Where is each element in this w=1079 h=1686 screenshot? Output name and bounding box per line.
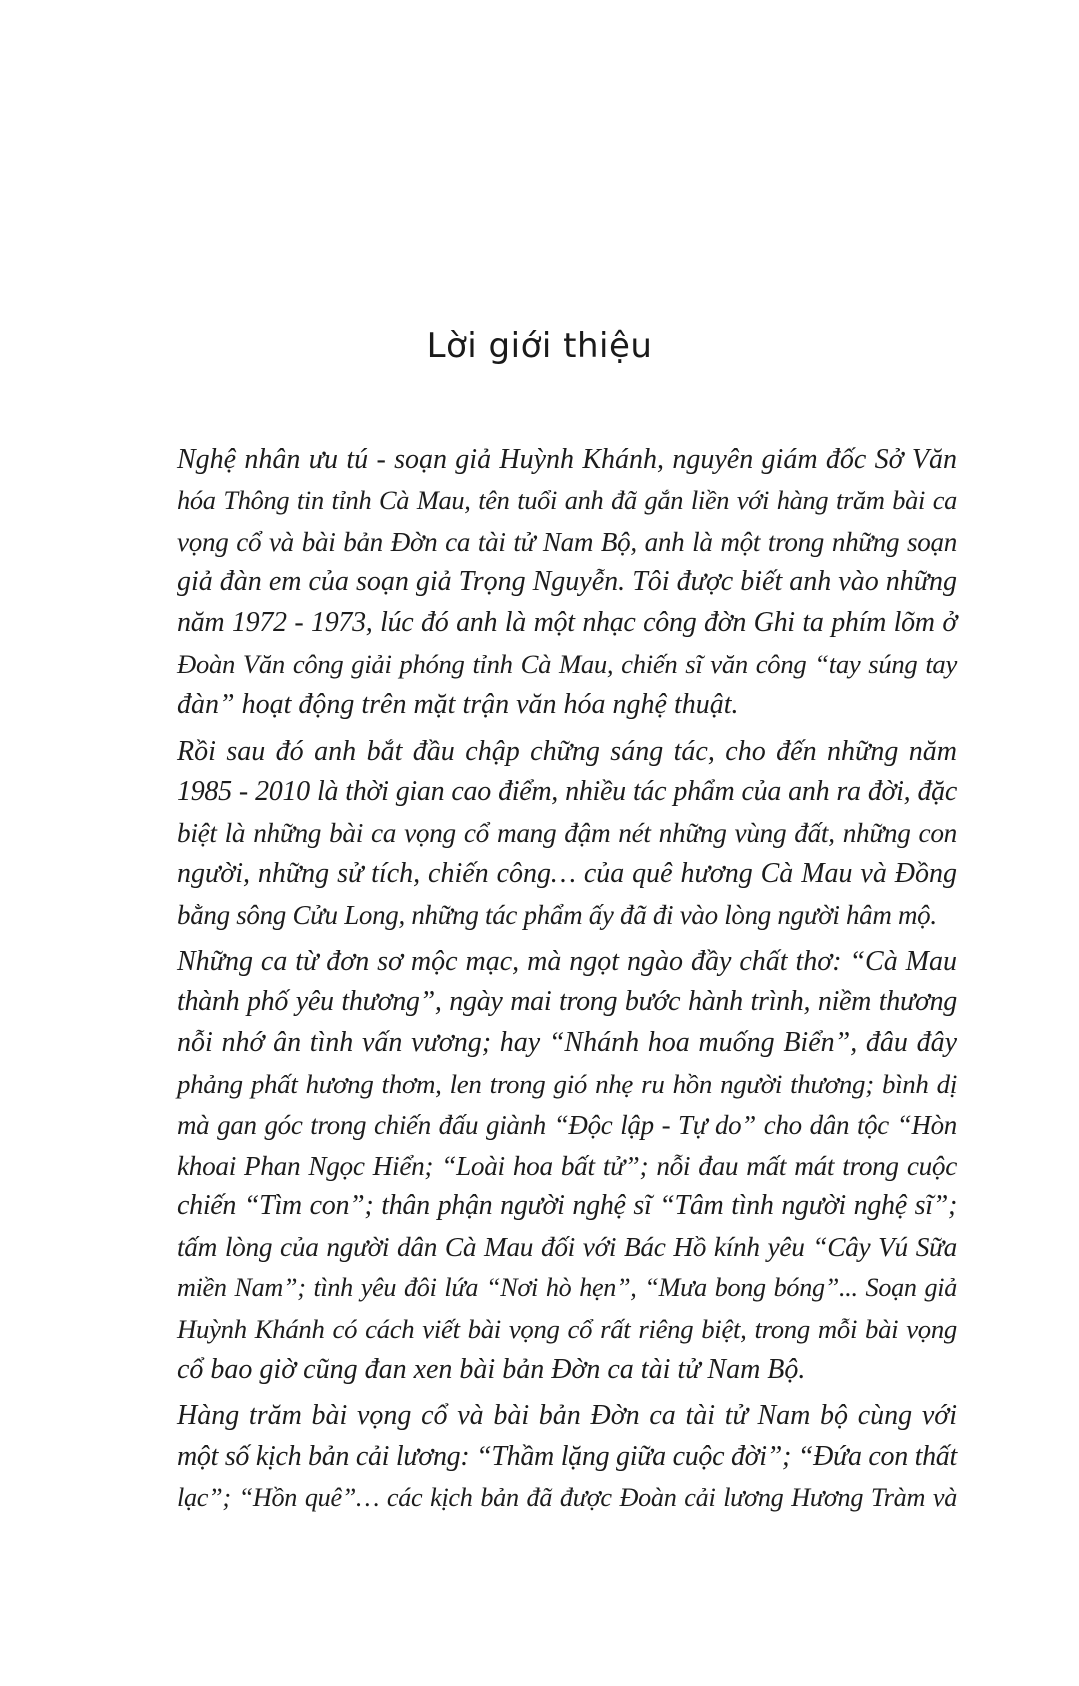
paragraph-line: hóa Thông tin tỉnh Cà Mau, tên tuổi anh đã gắn liền với hàng trăm bài ca [177,485,957,515]
paragraph-line: nỗi nhớ ân tình vấn vương; hay “Nhánh hoa muống Biển”, đâu đây [177,1027,957,1059]
paragraph-line: cổ bao giờ cũng đan xen bài bản Đờn ca tài tử Nam Bộ. [177,1353,806,1385]
paragraph-line: mà gan góc trong chiến đấu giành “Độc lập - Tự do” cho dân tộc “Hòn [177,1109,957,1140]
paragraph-line: tấm lòng của người dân Cà Mau đối với Bác Hồ kính yêu “Cây Vú Sữa [177,1232,957,1263]
paragraph-line: miền Nam”; tình yêu đôi lứa “Nơi hò hẹn”, “Mưa bong bóng”... Soạn giả [177,1272,957,1302]
paragraph-line: Hàng trăm bài vọng cổ và bài bản Đờn ca tài tử Nam bộ cùng với [177,1400,957,1432]
paragraph-line: giả đàn em của soạn giả Trọng Nguyễn. Tôi được biết anh vào những [177,566,957,598]
paragraph-2 [177,732,957,936]
paragraph-line: năm 1972 - 1973, lúc đó anh là một nhạc công đờn Ghi ta phím lõm ở [177,607,957,639]
paragraph-line: bằng sông Cửu Long, những tác phẩm ấy đã đi vào lòng người hâm mộ. [177,899,937,930]
paragraph-line: lạc”; “Hồn quê”… các kịch bản đã được Đoàn cải lương Hương Tràm và [177,1482,957,1512]
paragraph-line: vọng cổ và bài bản Đờn ca tài tử Nam Bộ, anh là một trong những soạn [177,526,957,557]
body-text [177,440,957,1525]
paragraph-line: chiến “Tìm con”; thân phận người nghệ sĩ “Tâm tình người nghệ sĩ”; [177,1190,957,1222]
paragraph-line: một số kịch bản cải lương: “Thầm lặng giữa cuộc đời”; “Đứa con thất [177,1441,957,1473]
paragraph-4 [177,1396,957,1518]
paragraph-line: đàn” hoạt động trên mặt trận văn hóa nghệ thuật. [177,688,739,720]
paragraph-line: người, những sử tích, chiến công… của quê hương Cà Mau và Đồng [177,857,957,889]
paragraph-line: Đoàn Văn công giải phóng tỉnh Cà Mau, chiến sĩ văn công “tay súng tay [177,648,957,679]
paragraph-3 [177,942,957,1391]
paragraph-line: Huỳnh Khánh có cách viết bài vọng cổ rất riêng biệt, trong mỗi bài vọng [177,1313,957,1344]
paragraph-line: biệt là những bài ca vọng cổ mang đậm nét những vùng đất, những con [177,818,957,849]
paragraph-line: thành phố yêu thương”, ngày mai trong bước hành trình, niềm thương [177,986,957,1018]
paragraph-line: Nghệ nhân ưu tú - soạn giả Huỳnh Khánh, nguyên giám đốc Sở Văn [177,444,957,475]
paragraph-1 [177,440,957,726]
page-title: Lời giới thiệu [426,326,653,366]
paragraph-line: Rồi sau đó anh bắt đầu chập chững sáng tác, cho đến những năm [177,735,957,767]
paragraph-line: 1985 - 2010 là thời gian cao điểm, nhiều tác phẩm của anh ra đời, đặc [177,776,957,808]
paragraph-line: Những ca từ đơn sơ mộc mạc, mà ngọt ngào đầy chất thơ: “Cà Mau [177,945,957,977]
paragraph-line: phảng phất hương thơm, len trong gió nhẹ ru hồn người thương; bình dị [177,1068,957,1099]
paragraph-line: khoai Phan Ngọc Hiển; “Loài hoa bất tử”; nỗi đau mất mát trong cuộc [177,1150,957,1181]
